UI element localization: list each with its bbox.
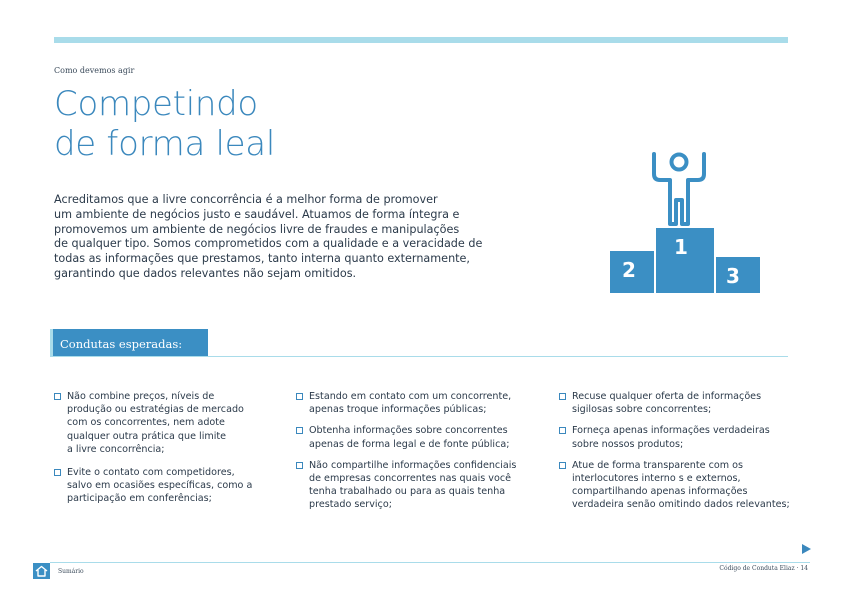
conduct-divider bbox=[50, 356, 788, 357]
home-icon[interactable] bbox=[33, 563, 50, 579]
conduct-item-line: sobre nossos produtos; bbox=[572, 438, 684, 450]
conduct-column-2 bbox=[296, 390, 546, 520]
sumario-link[interactable]: Sumário bbox=[58, 568, 84, 575]
conduct-column-3 bbox=[559, 390, 811, 520]
checkbox-icon bbox=[54, 393, 61, 400]
podium-first: 1 bbox=[674, 235, 688, 259]
checkbox-icon bbox=[296, 393, 303, 400]
conduct-heading-box bbox=[50, 329, 208, 356]
conduct-item-line: Obtenha informações sobre concorrentes bbox=[309, 425, 508, 437]
conduct-item-line: interlocutores interno s e externos, bbox=[572, 473, 741, 485]
conduct-item-line: a livre concorrência; bbox=[67, 443, 165, 455]
title-line-2: de forma leal bbox=[54, 124, 275, 164]
checkbox-icon bbox=[54, 469, 61, 476]
conduct-item bbox=[559, 390, 811, 416]
conduct-item-line: compartilhando apenas informações bbox=[572, 486, 748, 498]
podium-second: 2 bbox=[622, 258, 636, 282]
title-line-1: Competindo bbox=[54, 84, 258, 124]
conduct-item-line: com os concorrentes, nem adote bbox=[67, 417, 225, 429]
intro-line: promovemos um ambiente de negócios livre de fraudes e manipulações bbox=[54, 222, 460, 236]
conduct-item-line: salvo em ocasiões específicas, como a bbox=[67, 480, 253, 492]
intro-line: um ambiente de negócios justo e saudável. Atuamos de forma íntegra e bbox=[54, 207, 460, 221]
checkbox-icon bbox=[559, 393, 566, 400]
conduct-item-line: participação em conferências; bbox=[67, 493, 212, 505]
podium-third: 3 bbox=[726, 264, 740, 288]
conduct-item-line: sigilosas sobre concorrentes; bbox=[572, 404, 712, 416]
conduct-item-line: Recuse qualquer oferta de informações bbox=[572, 391, 762, 402]
conduct-item bbox=[559, 459, 811, 512]
conduct-item bbox=[296, 459, 546, 512]
conduct-item-line: tenha trabalhado ou para as quais tenha bbox=[309, 486, 506, 498]
conduct-item-line: Forneça apenas informações verdadeiras bbox=[572, 425, 770, 437]
top-accent-bar bbox=[54, 37, 788, 43]
conduct-item-line: apenas de forma legal e de fonte pública; bbox=[309, 438, 510, 450]
next-arrow-icon[interactable] bbox=[802, 544, 811, 554]
checkbox-icon bbox=[559, 462, 566, 469]
checkbox-icon bbox=[296, 462, 303, 469]
section-label: Como devemos agir bbox=[54, 66, 135, 75]
conduct-item-line: prestado serviço; bbox=[309, 499, 392, 511]
conduct-item-line: Atue de forma transparente com os bbox=[572, 459, 743, 471]
intro-line: Acreditamos que a livre concorrência é a melhor forma de promover bbox=[54, 193, 438, 206]
conduct-item bbox=[559, 424, 811, 450]
conduct-item-line: verdadeira senão omitindo dados relevantes; bbox=[572, 499, 790, 511]
conduct-item-line: de empresas concorrentes nas quais você bbox=[309, 473, 512, 485]
intro-line: todas as informações que prestamos, tanto interna quanto externamente, bbox=[54, 252, 470, 266]
checkbox-icon bbox=[559, 427, 566, 434]
conduct-item-line: apenas troque informações públicas; bbox=[309, 404, 487, 416]
conduct-item-line: Evite o contato com competidores, bbox=[67, 467, 235, 479]
conduct-item bbox=[54, 466, 279, 506]
page-title bbox=[54, 84, 275, 164]
conduct-heading: Condutas esperadas: bbox=[60, 337, 183, 351]
conduct-item-line: Não compartilhe informações confidenciais bbox=[309, 459, 517, 471]
conduct-column-1 bbox=[54, 390, 279, 514]
conduct-item-line: Não combine preços, níveis de bbox=[67, 391, 215, 402]
podium-winner-icon bbox=[610, 148, 760, 293]
intro-paragraph bbox=[54, 193, 524, 282]
footer-divider bbox=[50, 562, 810, 563]
intro-line: garantindo que dados relevantes não sejam omitidos. bbox=[54, 266, 357, 280]
page-note: Código de Conduta Eliaz · 14 bbox=[719, 565, 808, 572]
conduct-item bbox=[296, 390, 546, 416]
conduct-item-line: produção ou estratégias de mercado bbox=[67, 404, 244, 416]
checkbox-icon bbox=[296, 427, 303, 434]
conduct-item-line: qualquer outra prática que limite bbox=[67, 430, 227, 442]
conduct-item-line: Estando em contato com um concorrente, bbox=[309, 391, 512, 402]
conduct-heading-accent bbox=[50, 329, 53, 356]
intro-line: de qualquer tipo. Somos comprometidos com a qualidade e a veracidade de bbox=[54, 237, 483, 251]
conduct-item bbox=[54, 390, 279, 456]
conduct-item bbox=[296, 424, 546, 450]
